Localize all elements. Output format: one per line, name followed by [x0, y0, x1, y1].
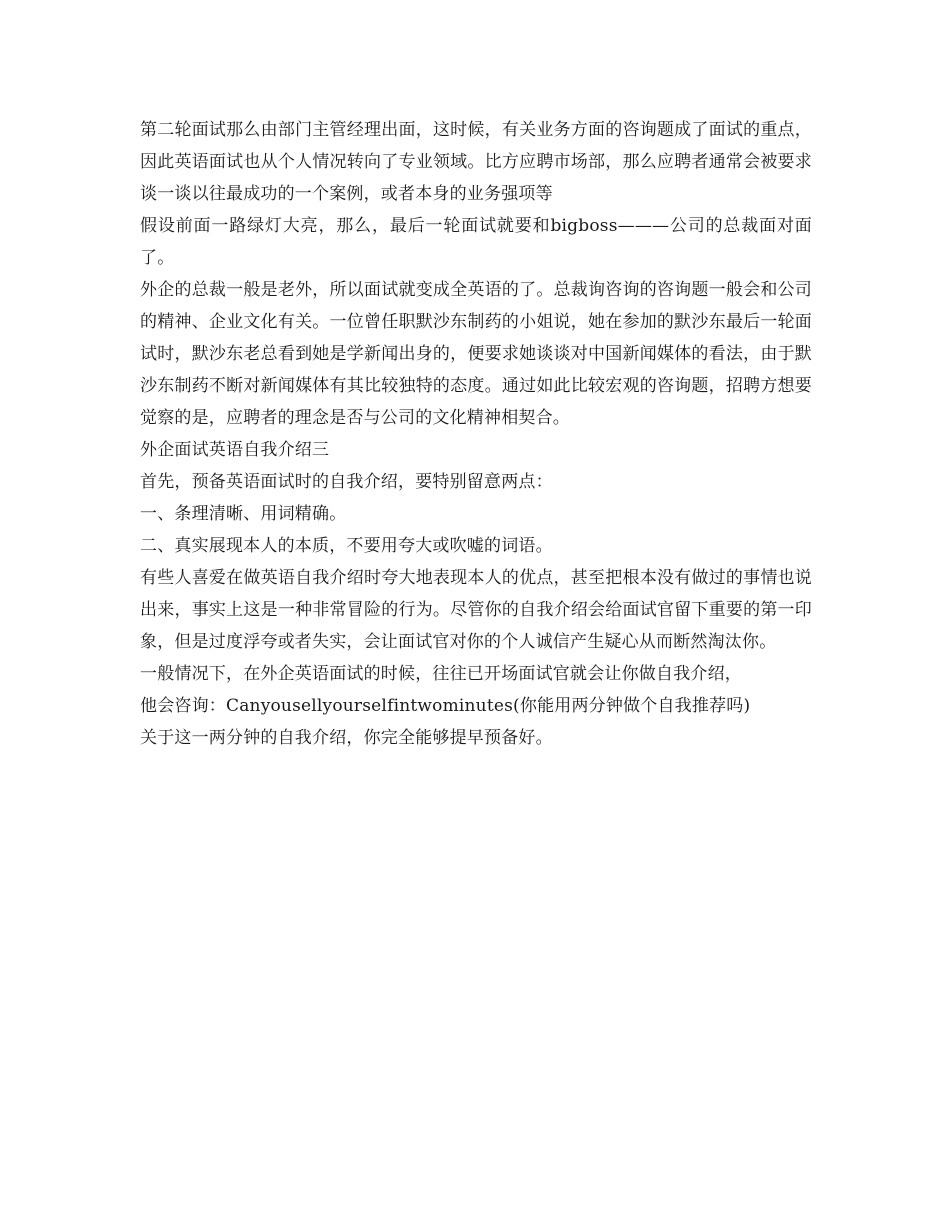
paragraph-exaggeration-risk: 有些人喜爱在做英语自我介绍时夸大地表现本人的优点，甚至把根本没有做过的事情也说出来，事实上这是一种非常冒险的行为。尽管你的自我介绍会给面试官留下重要的第一印象，但是过度浮夸或者失实，会让面试官对你的个人诚信产生疑心从而断然淘汰你。 [140, 568, 812, 652]
paragraph-general-situation: 一般情况下，在外企英语面试的时候，往往已开场面试官就会让你做自我介绍， [140, 664, 742, 684]
document-body [140, 114, 812, 754]
paragraph-interviewer-question: 他会咨询：Canyousellyourselfintwominutes(你能用两分钟做个自我推荐吗) [140, 696, 751, 716]
paragraph-second-round: 第二轮面试那么由部门主管经理出面，这时候，有关业务方面的咨询题成了面试的重点，因此英语面试也从个人情况转向了专业领域。比方应聘市场部，那么应聘者通常会被要求谈一谈以往最成功的一个案例，或者本身的业务强项等 [140, 120, 812, 204]
paragraph-ceo-interview: 外企的总裁一般是老外，所以面试就变成全英语的了。总裁询咨询的咨询题一般会和公司的精神、企业文化有关。一位曾任职默沙东制药的小姐说，她在参加的默沙东最后一轮面试时，默沙东老总看到她是学新闻出身的，便要求她谈谈对中国新闻媒体的看法，由于默沙东制药不断对新闻媒体有其比较独特的态度。通过如此比较宏观的咨询题，招聘方想要觉察的是，应聘者的理念是否与公司的文化精神相契合。 [140, 280, 812, 428]
list-item-point-two: 二、真实展现本人的本质，不要用夸大或吹嘘的词语。 [140, 536, 553, 556]
list-item-point-one: 一、条理清晰、用词精确。 [140, 504, 347, 524]
paragraph-final-round: 假设前面一路绿灯大亮，那么，最后一轮面试就要和bigboss———公司的总裁面对面了。 [140, 216, 812, 268]
paragraph-prepare-ahead: 关于这一两分钟的自我介绍，你完全能够提早预备好。 [140, 728, 553, 748]
paragraph-prepare-intro: 首先，预备英语面试时的自我介绍，要特别留意两点： [140, 472, 553, 492]
section-heading-intro-three: 外企面试英语自我介绍三 [140, 440, 330, 460]
